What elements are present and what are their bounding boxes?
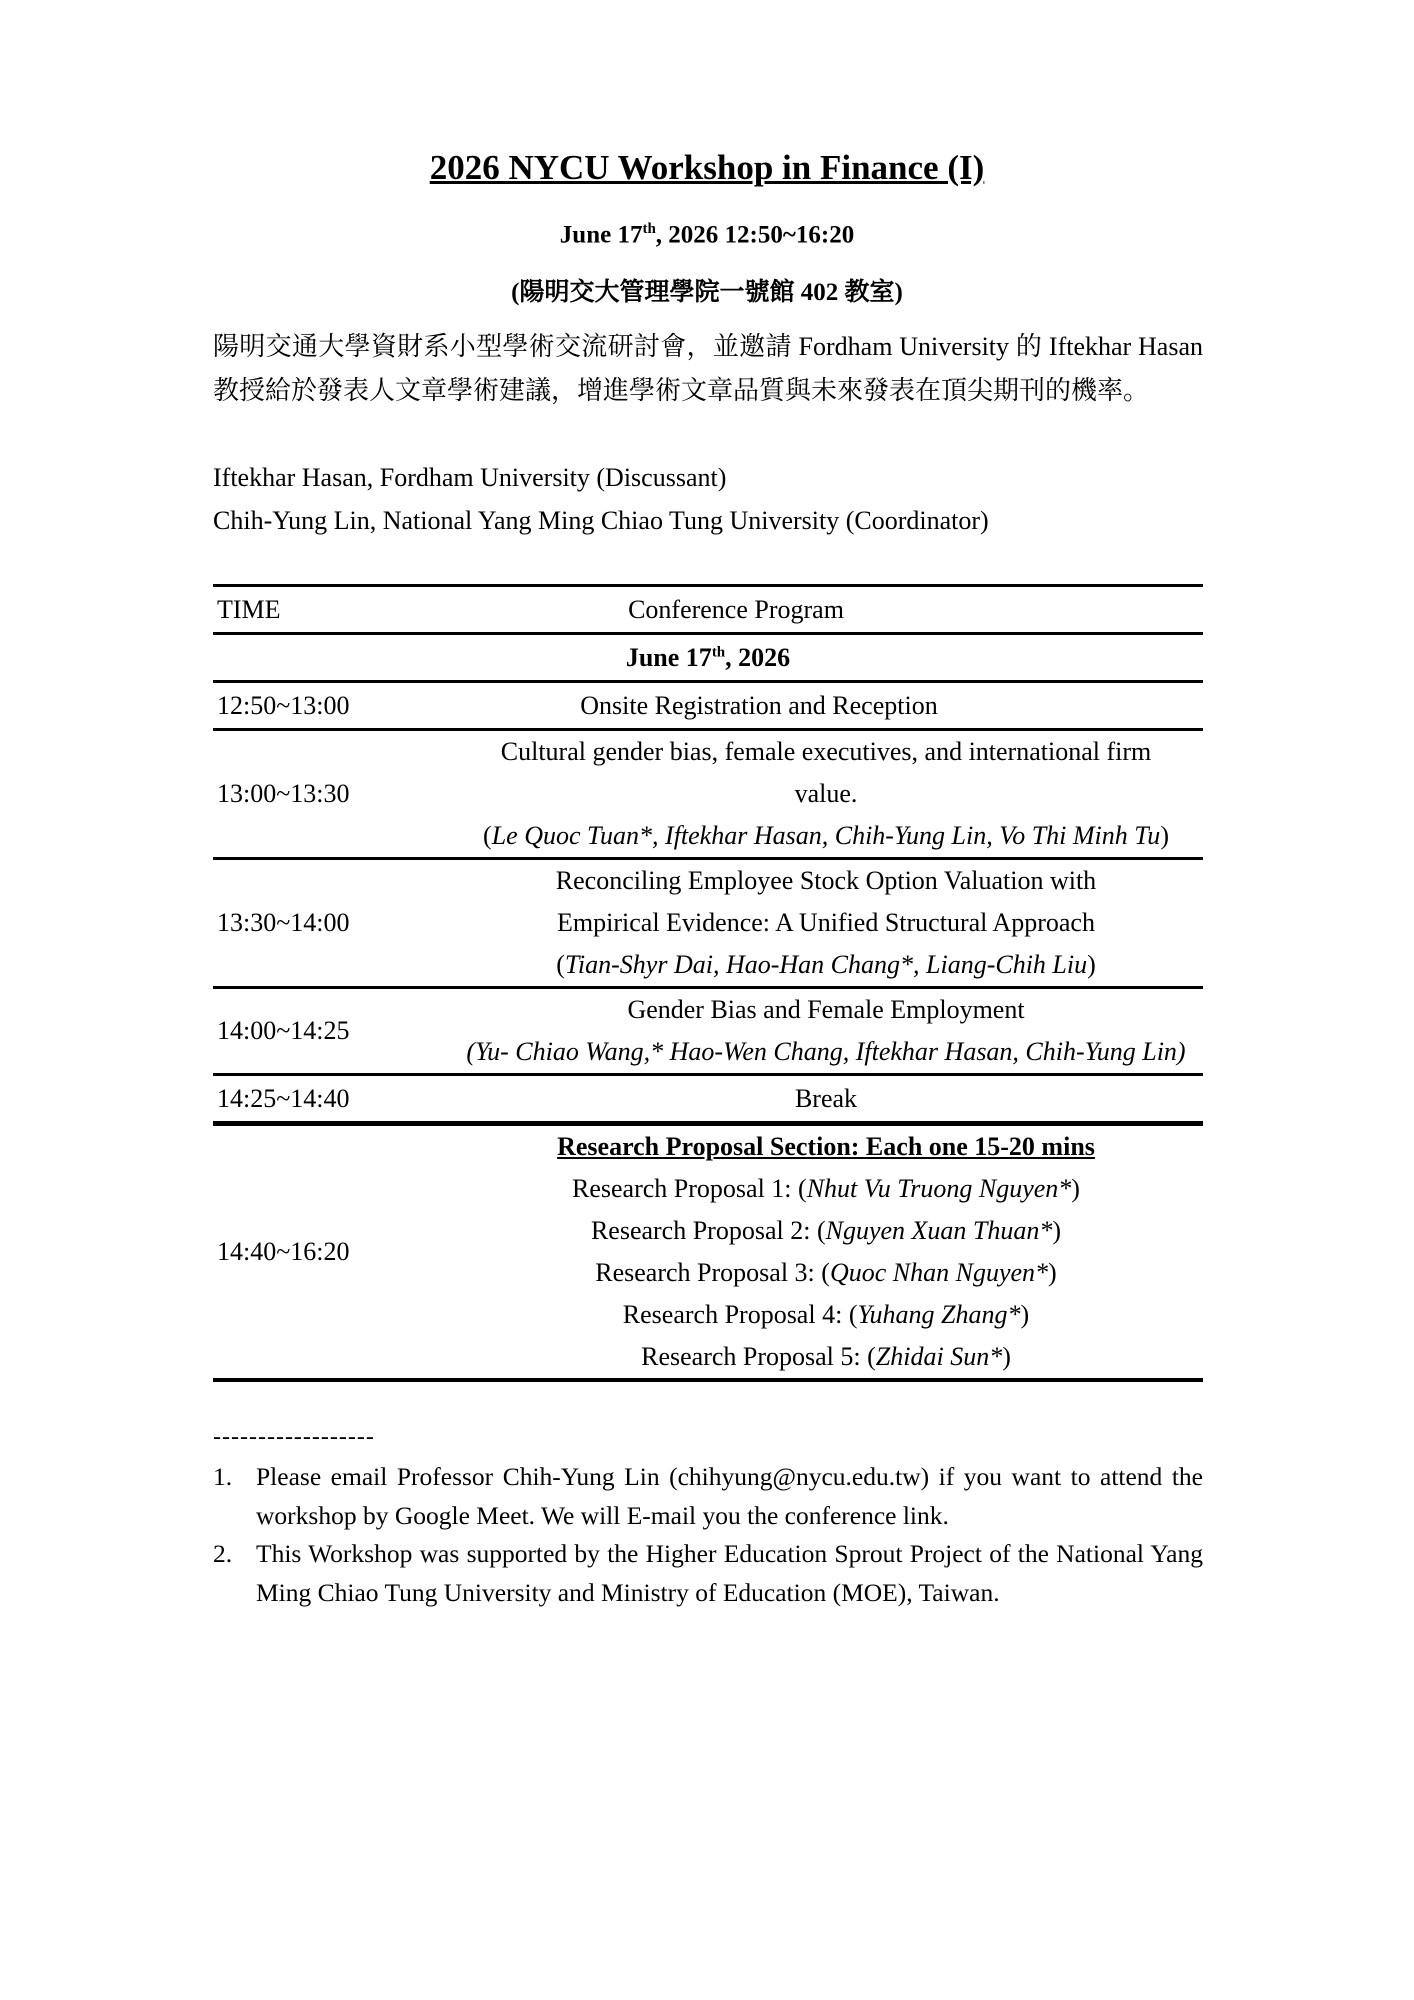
paper-title-line: Gender Bias and Female Employment bbox=[627, 995, 1025, 1024]
paper-title-line: Empirical Evidence: A Unified Structural Approach bbox=[557, 908, 1095, 937]
footnote-item: 1. Please email Professor Chih-Yung Lin (chihyung@nycu.edu.tw) if you want to attend the workshop by Google Meet. We will E-mail you the conference link. bbox=[213, 1462, 1203, 1530]
program-table bbox=[213, 584, 1203, 1382]
list-item: Research Proposal 2: (Nguyen Xuan Thuan*) bbox=[590, 1216, 1062, 1245]
paper-title-line: value. bbox=[794, 779, 858, 808]
footnote-item: 2. This Workshop was supported by the Higher Education Sprout Project of the National Yang Ming Chiao Tung University and Ministry of Education (MOE), Taiwan. bbox=[213, 1539, 1203, 1607]
table-row bbox=[213, 682, 1203, 730]
paper-authors: (Yu- Chiao Wang,* Hao-Wen Chang, Iftekhar Hasan, Chih-Yung Lin) bbox=[466, 1037, 1186, 1066]
table-row bbox=[213, 1075, 1203, 1124]
program-column-header: Conference Program bbox=[628, 594, 844, 624]
discussant-line: Iftekhar Hasan, Fordham University (Discussant) bbox=[213, 463, 727, 492]
paper-title-line: Cultural gender bias, female executives, and international firm bbox=[500, 737, 1152, 766]
paper-authors: (Tian-Shyr Dai, Hao-Han Chang*, Liang-Chih Liu) bbox=[556, 950, 1096, 979]
footnote-separator: ------------------ bbox=[213, 1424, 375, 1450]
event-date-suffix: th bbox=[642, 221, 656, 237]
program-day-row bbox=[213, 634, 1203, 682]
session-paper bbox=[449, 859, 1203, 988]
list-item: Research Proposal 5: (Zhidai Sun*) bbox=[641, 1342, 1011, 1371]
table-row bbox=[213, 859, 1203, 988]
time-column-header: TIME bbox=[217, 594, 281, 624]
table-row bbox=[213, 1124, 1203, 1381]
session-title: Break bbox=[794, 1083, 858, 1113]
session-time: 14:00~14:25 bbox=[217, 1016, 350, 1045]
coordinator-line: Chih-Yung Lin, National Yang Ming Chiao Tung University (Coordinator) bbox=[213, 506, 989, 535]
table-row bbox=[213, 730, 1203, 859]
program-day-heading: June 17th, 2026 bbox=[625, 642, 791, 672]
proposal-section bbox=[449, 1124, 1203, 1381]
session-time: 13:00~13:30 bbox=[217, 779, 350, 808]
event-date-time: , 2026 12:50~16:20 bbox=[655, 221, 855, 249]
session-title: Onsite Registration and Reception bbox=[580, 690, 938, 720]
session-time: 14:25~14:40 bbox=[217, 1083, 350, 1113]
intro-paragraph: 陽明交通大學資財系小型學術交流研討會，並邀請 Fordham University 的 Iftekhar Hasan 教授給於發表人文章學術建議，增進學術文章品質與未來發表在頂尖期刊的機率。 bbox=[213, 332, 1203, 405]
list-item: Research Proposal 4: (Yuhang Zhang*) bbox=[622, 1300, 1030, 1329]
session-time: 13:30~14:00 bbox=[217, 908, 350, 937]
program-header-row bbox=[213, 586, 1203, 634]
document-title: 2026 NYCU Workshop in Finance (I) bbox=[429, 148, 985, 187]
list-item: Research Proposal 3: (Quoc Nhan Nguyen*) bbox=[595, 1258, 1057, 1287]
table-row bbox=[213, 988, 1203, 1075]
proposal-section-heading: Research Proposal Section: Each one 15-20 mins bbox=[557, 1132, 1095, 1161]
paper-title-line: Reconciling Employee Stock Option Valuation with bbox=[555, 866, 1097, 895]
paper-authors: (Le Quoc Tuan*, Iftekhar Hasan, Chih-Yung Lin, Vo Thi Minh Tu) bbox=[483, 821, 1169, 850]
session-paper bbox=[449, 988, 1203, 1075]
session-time: 12:50~13:00 bbox=[217, 690, 350, 720]
session-paper bbox=[449, 730, 1203, 859]
session-time: 14:40~16:20 bbox=[217, 1237, 350, 1266]
event-venue: (陽明交大管理學院一號館 402 教室) bbox=[511, 279, 903, 306]
footnotes-list bbox=[213, 1458, 1203, 1612]
event-date-day: June 17 bbox=[559, 221, 643, 249]
list-item: Research Proposal 1: (Nhut Vu Truong Nguyen*) bbox=[572, 1174, 1080, 1203]
event-date bbox=[0, 221, 1414, 249]
